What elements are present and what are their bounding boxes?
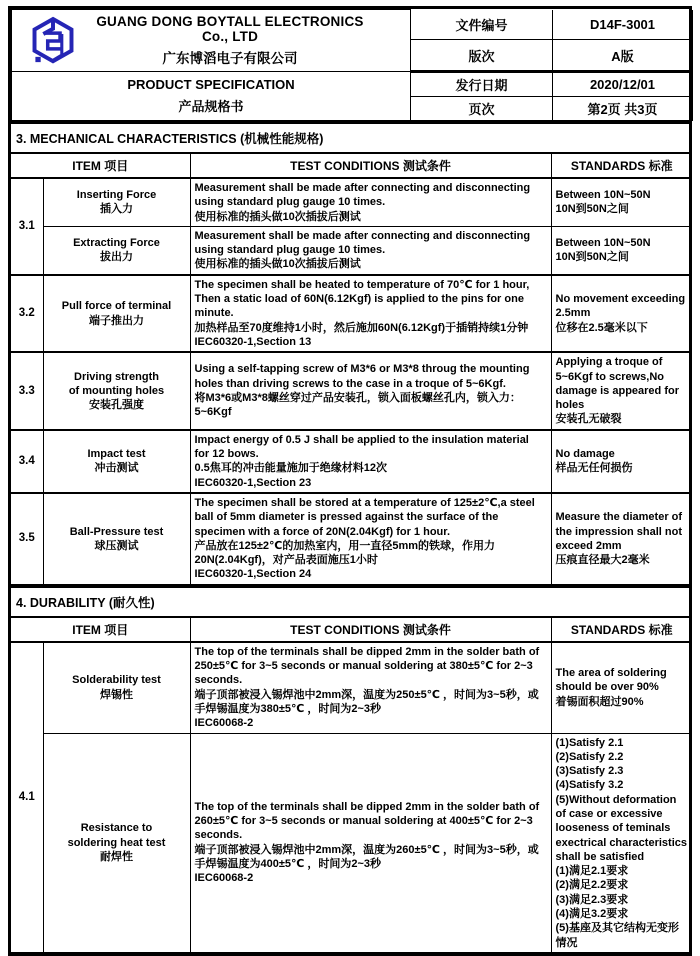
standard-line: 安装孔无破裂 xyxy=(555,413,622,426)
item-name-line: Resistance to xyxy=(80,822,153,835)
document-title-cell xyxy=(12,72,411,121)
spec-row xyxy=(11,493,692,584)
section-title: 4. DURABILITY (耐久性) xyxy=(11,585,689,618)
spec-table xyxy=(11,618,692,953)
standard-line: 压痕直径最大2毫米 xyxy=(555,554,650,567)
test-conditions xyxy=(190,352,551,429)
standards xyxy=(551,226,692,274)
item-name xyxy=(43,733,190,952)
spec-document-page xyxy=(8,6,692,956)
spec-header-row xyxy=(11,154,692,178)
meta-label-revision: 版次 xyxy=(411,40,553,72)
column-header-item: ITEM 项目 xyxy=(11,618,190,642)
item-name-line: 球压测试 xyxy=(94,539,139,552)
logo-dot xyxy=(35,56,40,61)
meta-value-doc-no: D14F-3001 xyxy=(553,10,693,40)
test-condition-line: 手焊锡温度为400±5℃ ，时间为2~3秒 xyxy=(194,858,382,871)
test-condition-line: IEC60068-2 xyxy=(194,717,254,730)
test-conditions xyxy=(190,178,551,226)
standard-line: (3)Satisfy 2.3 xyxy=(555,765,624,778)
meta-label-doc-no: 文件编号 xyxy=(411,10,553,40)
standard-line: (1)Satisfy 2.1 xyxy=(555,736,624,749)
test-condition-line: 手焊锡温度为380±5℃ ，时间为2~3秒 xyxy=(194,702,382,715)
spec-table xyxy=(11,154,692,585)
test-condition-line: 端子顶部被浸入锡焊池中2mm深，温度为250±5℃ ，时间为3~5秒，或 xyxy=(194,688,539,701)
test-condition-line: The specimen shall be heated to temperature of 70℃ for 1 hour, xyxy=(194,278,530,291)
standard-line: (1)满足2.1要求 xyxy=(555,865,629,878)
standard-line: 5~6Kgf to screws,No xyxy=(555,370,665,383)
test-conditions xyxy=(190,275,551,352)
column-header-test-conditions: TEST CONDITIONS 测试条件 xyxy=(190,618,551,642)
meta-value-page: 第2页 共3页 xyxy=(553,97,693,121)
column-header-standards: STANDARDS 标准 xyxy=(551,618,692,642)
item-name xyxy=(43,275,190,352)
test-conditions xyxy=(190,733,551,952)
test-condition-line: Then a static load of 60N(6.12Kgf) is applied to the pins for one minute. xyxy=(194,293,524,320)
company-logo xyxy=(30,16,76,66)
document-header xyxy=(11,9,693,121)
test-condition-line: 使用标准的插头做10次插拔后测试 xyxy=(194,210,361,223)
standard-line: damage is appeared for xyxy=(555,384,679,397)
item-number: 3.5 xyxy=(11,493,43,584)
item-name-line: Impact test xyxy=(87,448,146,461)
spec-row xyxy=(11,275,692,352)
company-name-cn: 广东博滔电子有限公司 xyxy=(162,51,298,66)
standard-line: (2)满足2.2要求 xyxy=(555,879,629,892)
item-name-line: 插入力 xyxy=(100,203,133,216)
item-name-line: Ball-Pressure test xyxy=(69,525,164,538)
column-header-standards: STANDARDS 标准 xyxy=(551,154,692,178)
spec-sections xyxy=(11,121,689,953)
meta-label-issue-date: 发行日期 xyxy=(411,72,553,97)
standard-line: No movement exceeding xyxy=(555,293,686,306)
standard-line: should be over 90% xyxy=(555,681,659,694)
spec-row xyxy=(11,642,692,733)
standard-line: 2.5mm xyxy=(555,307,591,320)
standard-line: Applying a troque of xyxy=(555,356,663,369)
meta-label-page: 页次 xyxy=(411,97,553,121)
test-condition-line: Measurement shall be made after connecting and disconnecting using standard plug gauge 10 times. xyxy=(194,229,531,257)
test-condition-line: Measurement shall be made after connecting and disconnecting using standard plug gauge 10 times. xyxy=(194,182,531,209)
standards xyxy=(551,178,692,226)
test-conditions xyxy=(190,430,551,493)
test-condition-line: 将M3*6或M3*8螺丝穿过产品安装孔，锁入面板螺丝孔内，锁入力： xyxy=(194,392,521,404)
standard-line: Between 10N~50N xyxy=(555,189,651,202)
company-name-en: GUANG DONG BOYTALL ELECTRONICS Co., LTD xyxy=(96,14,364,44)
test-condition-line: The top of the terminals shall be dipped 2mm in the solder bath of 260±5℃ for 3~5 seconds or manual soldering at 400±5℃ for 2~3 seconds. xyxy=(194,800,540,842)
spec-row xyxy=(11,178,692,226)
item-name-line: 焊锡性 xyxy=(100,688,133,701)
standards xyxy=(551,430,692,493)
spec-header-row xyxy=(11,618,692,642)
spec-row xyxy=(11,733,692,952)
logo-icon xyxy=(31,16,75,66)
standard-line: No damage xyxy=(555,448,615,461)
item-name xyxy=(43,642,190,733)
test-condition-line: IEC60068-2 xyxy=(194,872,254,885)
standards xyxy=(551,733,692,952)
test-conditions xyxy=(190,493,551,584)
item-number: 4.1 xyxy=(11,642,43,953)
item-name-line: Extracting Force xyxy=(73,237,160,250)
item-name-line: 拔出力 xyxy=(100,251,133,264)
section-title: 3. MECHANICAL CHARACTERISTICS (机械性能规格) xyxy=(11,121,689,154)
standard-line: (2)Satisfy 2.2 xyxy=(555,750,624,763)
standard-line: (5)Without deformation of case or excessive looseness of teminals exectrical characteristics shall be satisfied xyxy=(555,793,687,863)
company-cell xyxy=(12,10,411,72)
item-name-line: Inserting Force xyxy=(76,189,157,202)
document-title-en: PRODUCT SPECIFICATION xyxy=(127,77,295,92)
item-name xyxy=(43,226,190,274)
test-conditions xyxy=(190,642,551,733)
item-name xyxy=(43,352,190,429)
item-name xyxy=(43,178,190,226)
standard-line: holes xyxy=(555,399,585,412)
item-name-line: of mounting holes xyxy=(68,384,165,397)
standard-line: (3)满足2.3要求 xyxy=(555,893,629,906)
column-header-test-conditions: TEST CONDITIONS 测试条件 xyxy=(190,154,551,178)
item-name-line: 耐焊性 xyxy=(100,850,133,863)
standard-line: The area of soldering xyxy=(555,667,667,680)
item-name xyxy=(43,430,190,493)
item-name-line: Pull force of terminal xyxy=(61,300,172,313)
spec-row xyxy=(11,352,692,429)
item-name-line: 端子推出力 xyxy=(89,314,144,327)
standards xyxy=(551,275,692,352)
test-condition-line: 0.5焦耳的冲击能量施加于绝缘材料12次 xyxy=(194,462,388,475)
standard-line: 着锡面积超过90% xyxy=(555,695,644,708)
test-condition-line: 使用标准的插头做10次插拔后测试 xyxy=(194,258,361,271)
standard-line: (5)基座及其它结构无变形情况 xyxy=(555,922,679,949)
item-number: 3.1 xyxy=(11,178,43,275)
standard-line: (4)Satisfy 3.2 xyxy=(555,779,624,792)
standard-line: 10N到50N之间 xyxy=(555,251,629,264)
item-name-line: Driving strength xyxy=(74,370,159,383)
item-number: 3.4 xyxy=(11,430,43,493)
item-name-line: Solderability test xyxy=(72,674,161,687)
standards xyxy=(551,352,692,429)
standard-line: 样品无任何损伤 xyxy=(555,462,633,475)
item-name xyxy=(43,493,190,584)
test-condition-line: 产品放在125±2℃的加热室内，用一直径5mm的铁球，作用力 xyxy=(194,539,496,552)
item-number: 3.3 xyxy=(11,352,43,429)
standard-line: the impression shall not xyxy=(555,525,683,538)
item-name-line: 冲击测试 xyxy=(94,462,139,475)
standard-line: Between 10N~50N xyxy=(555,237,651,250)
test-condition-line: IEC60320-1,Section 23 xyxy=(194,476,312,489)
meta-value-revision: A版 xyxy=(553,40,693,72)
standard-line: exceed 2mm xyxy=(555,539,622,552)
test-condition-line: 5~6Kgf xyxy=(194,406,232,419)
standard-line: Measure the diameter of xyxy=(555,511,683,524)
item-name-line: 安装孔强度 xyxy=(89,399,144,412)
test-condition-line: IEC60320-1,Section 13 xyxy=(194,335,312,348)
test-condition-line: 加热样品至70度维持1小时，然后施加60N(6.12Kgf)于插销持续1分钟 xyxy=(194,321,529,334)
spec-row xyxy=(11,430,692,493)
test-condition-line: The specimen shall be stored at a temperature of 125±2℃,a steel ball of 5mm diameter is pressed against the surface of the specimen with a force of 20N(2.04Kgf) for 1 hour. xyxy=(194,496,535,538)
test-condition-line: 20N(2.04Kgf)，对产品表面施压1小时 xyxy=(194,554,378,567)
test-conditions xyxy=(190,226,551,274)
meta-value-issue-date: 2020/12/01 xyxy=(553,72,693,97)
test-condition-line: The top of the terminals shall be dipped 2mm in the solder bath of 250±5℃ for 3~5 seconds or manual soldering at 380±5℃ for 2~3 seconds. xyxy=(194,645,540,687)
standard-line: (4)满足3.2要求 xyxy=(555,908,629,921)
spec-row xyxy=(11,226,692,274)
item-name-line: soldering heat test xyxy=(67,836,166,849)
document-title-cn: 产品规格书 xyxy=(178,99,244,114)
test-condition-line: Impact energy of 0.5 J shall be applied to the insulation material for 12 bows. xyxy=(194,433,529,461)
standard-line: 10N到50N之间 xyxy=(555,203,629,216)
test-condition-line: Using a self-tapping screw of M3*6 or M3*8 throug the mounting holes than driving screws to the case in a troque of 5~6Kgf. xyxy=(194,363,530,390)
standards xyxy=(551,493,692,584)
standards xyxy=(551,642,692,733)
item-number: 3.2 xyxy=(11,275,43,352)
test-condition-line: IEC60320-1,Section 24 xyxy=(194,568,312,581)
column-header-item: ITEM 项目 xyxy=(11,154,190,178)
test-condition-line: 端子顶部被浸入锡焊池中2mm深，温度为260±5℃ ，时间为3~5秒，或 xyxy=(194,843,539,856)
standard-line: 位移在2.5毫米以下 xyxy=(555,321,648,334)
